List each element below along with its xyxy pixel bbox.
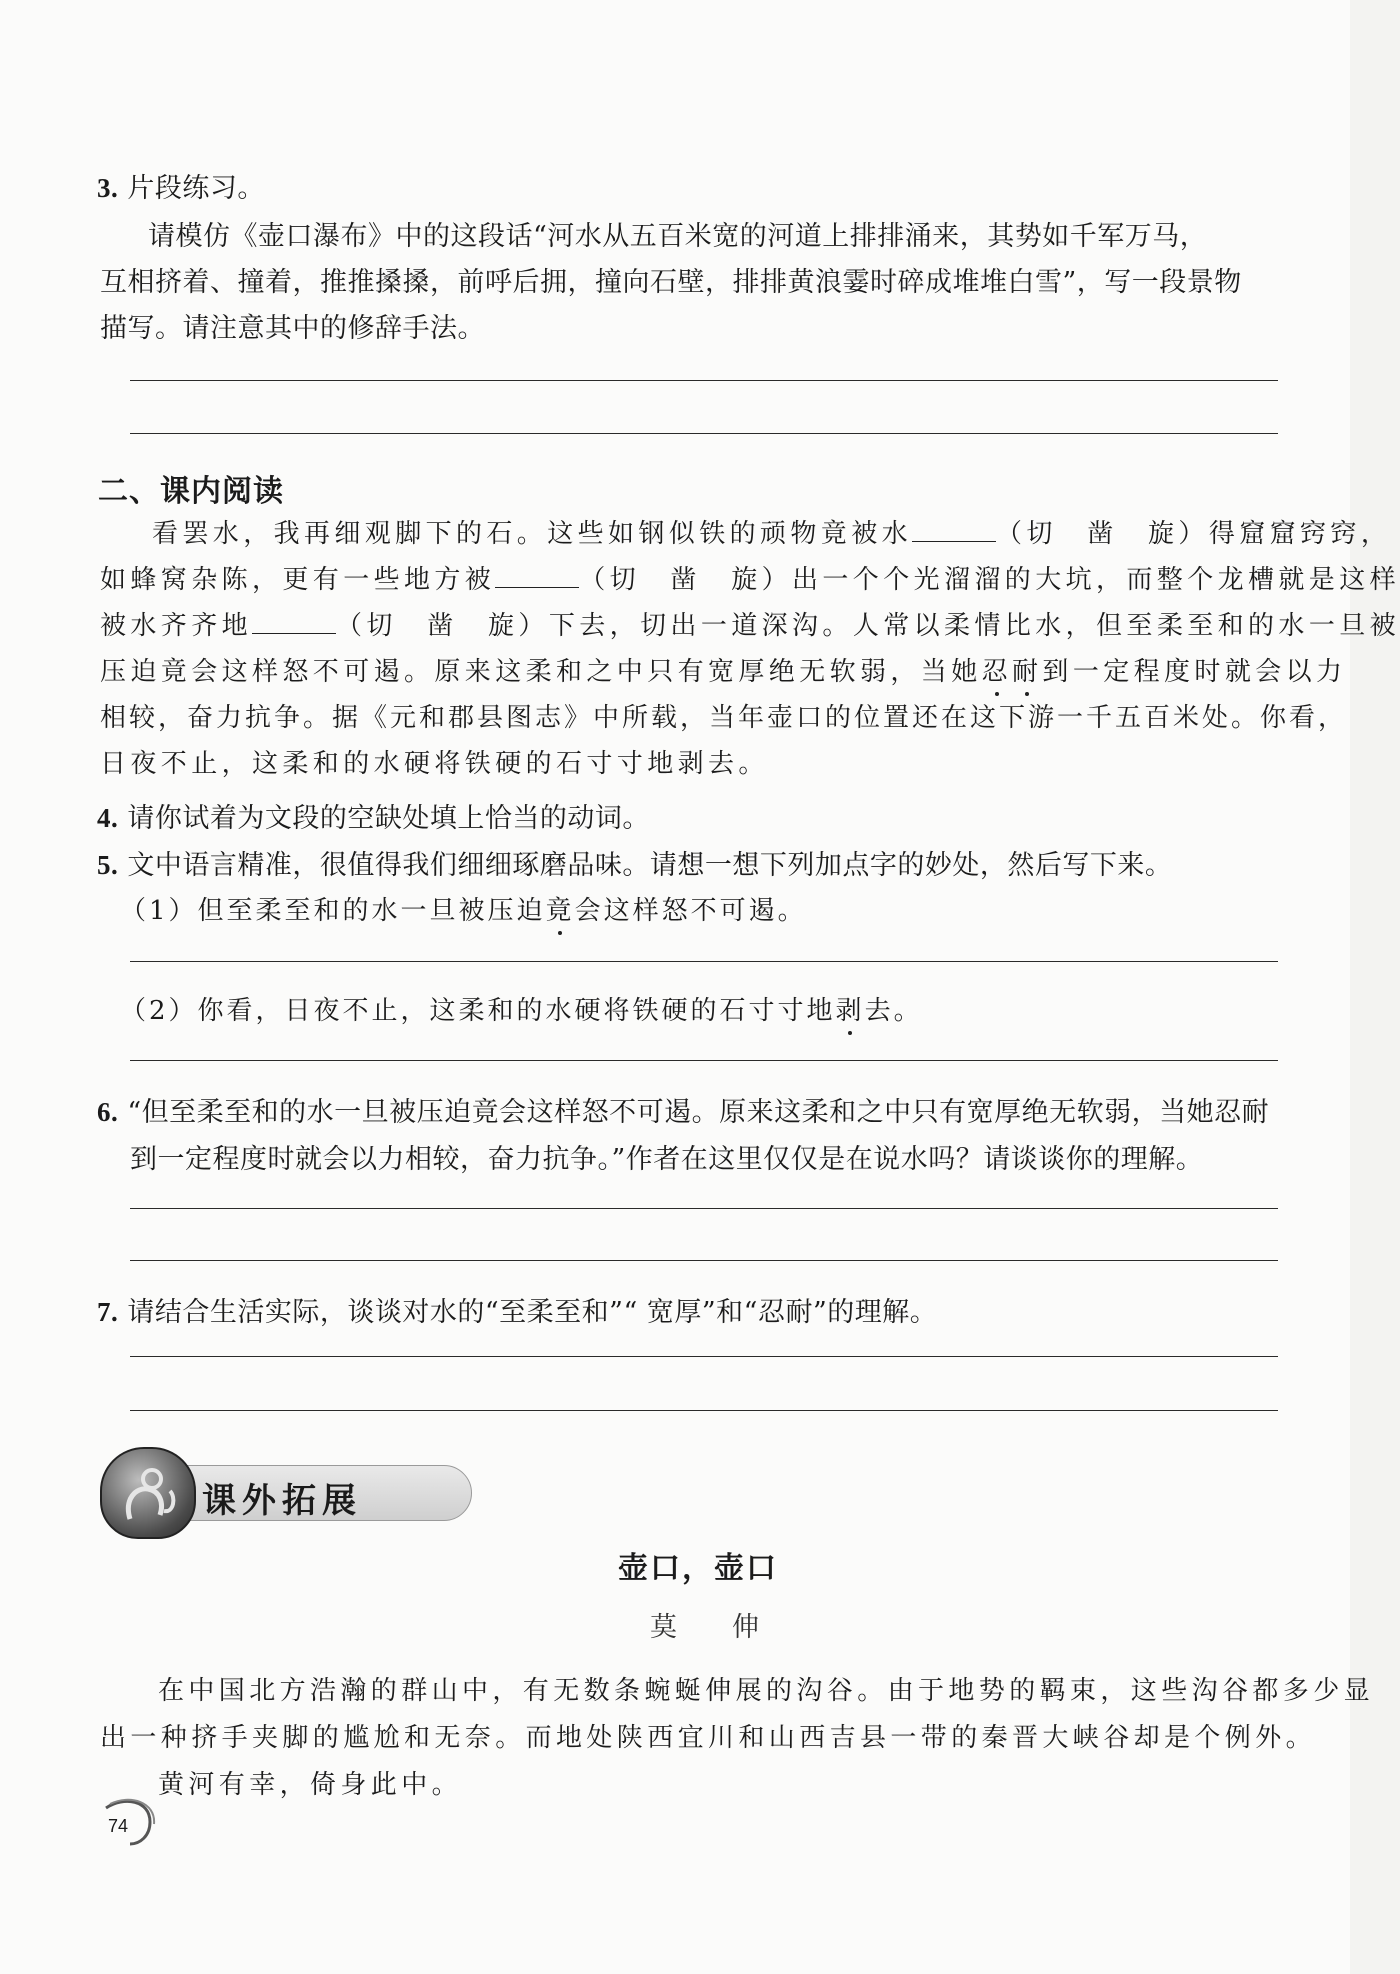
q5-sub-2 [120, 990, 923, 1027]
q6-number: 6. [97, 1097, 119, 1127]
answer-line[interactable] [130, 433, 1278, 434]
passage-text: （切 凿 旋）得窟窟窍窍， [996, 519, 1392, 549]
passage-line-3 [100, 605, 1400, 642]
q3-line-2: 互相挤着、撞着，推推搡搡，前呼后拥，撞向石壁，排排黄浪霎时碎成堆堆白雪”，写一段景物 [100, 267, 1242, 298]
extension-badge [100, 1447, 380, 1537]
passage-line-1 [152, 513, 1391, 550]
q5-sub-text: （1）但至柔至和的水一旦被压迫 [120, 896, 546, 926]
answer-line[interactable] [130, 1356, 1278, 1357]
q3-title: 片段练习。 [127, 173, 265, 204]
dotted-char: 剥 [835, 996, 865, 1026]
passage-line-2 [100, 559, 1400, 596]
section-title: 二、课内阅读 [98, 474, 284, 509]
article-author: 莫 伸 [650, 1612, 773, 1643]
q3-heading [97, 166, 265, 205]
page-number: 74 [108, 1816, 129, 1836]
fill-blank-3[interactable] [252, 611, 336, 634]
badge-label: 课外拓展 [202, 1481, 362, 1521]
passage-line-5: 相较，奋力抗争。据《元和郡县图志》中所载，当年壶口的位置还在这下游一千五百米处。你看， [100, 703, 1348, 733]
dotted-char: 忍 [981, 657, 1013, 687]
q5-number: 5. [97, 850, 119, 880]
passage-text: （切 凿 旋）下去，切出一道深沟。人常以柔情比水，但至柔至和的水一旦被 [336, 611, 1400, 641]
q5-text: 文中语言精准，很值得我们细细琢磨品味。请想一想下列加点字的妙处，然后写下来。 [127, 850, 1173, 881]
q5-sub-text: 去。 [864, 996, 923, 1026]
passage-text: 如蜂窝杂陈，更有一些地方被 [100, 565, 496, 595]
q6-line-2: 到一定程度时就会以力相较，奋力抗争。”作者在这里仅仅是在说水吗？请谈谈你的理解。 [130, 1144, 1204, 1175]
q5-sub-text: 会这样怒不可遏。 [574, 896, 807, 926]
q4-text: 请你试着为文段的空缺处填上恰当的动词。 [127, 803, 650, 834]
answer-line[interactable] [130, 1208, 1278, 1209]
q3-line-1: 请模仿《壶口瀑布》中的这段话“河水从五百米宽的河道上排排涌来，其势如千军万马， [148, 221, 1208, 252]
q7-text: 请结合生活实际，谈谈对水的“至柔至和”“ 宽厚”和“忍耐”的理解。 [127, 1297, 938, 1328]
article-title: 壶口，壶口 [618, 1551, 778, 1586]
passage-text: （切 凿 旋）出一个个光溜溜的大坑，而整个龙槽就是这样 [579, 565, 1400, 595]
fill-blank-1[interactable] [912, 519, 996, 542]
fill-blank-2[interactable] [495, 565, 579, 588]
q3-line-3: 描写。请注意其中的修辞手法。 [100, 313, 485, 344]
passage-line-6: 日夜不止，这柔和的水硬将铁硬的石寸寸地剥去。 [100, 749, 769, 779]
answer-line[interactable] [130, 1060, 1278, 1061]
answer-line[interactable] [130, 961, 1278, 962]
answer-line[interactable] [130, 380, 1278, 381]
q5-sub-1 [120, 890, 807, 927]
answer-line[interactable] [130, 1410, 1278, 1411]
q4-number: 4. [97, 803, 119, 833]
article-para-2: 黄河有幸，倚身此中。 [158, 1770, 463, 1800]
q5 [97, 843, 1172, 882]
q3-number: 3. [97, 173, 119, 203]
q7-number: 7. [97, 1297, 119, 1327]
q5-sub-text: （2）你看，日夜不止，这柔和的水硬将铁硬的石寸寸地 [120, 996, 836, 1026]
q6-line-1 [97, 1090, 1269, 1129]
dotted-char: 竟 [545, 896, 575, 926]
passage-line-4 [100, 651, 1346, 688]
answer-line[interactable] [130, 1260, 1278, 1261]
passage-text: 压迫竟会这样怒不可遏。原来这柔和之中只有宽厚绝无软弱，当她 [100, 657, 982, 687]
q6-text: “但至柔至和的水一旦被压迫竟会这样怒不可遏。原来这柔和之中只有宽厚绝无软弱，当她忍耐 [127, 1097, 1270, 1128]
passage-text: 到一定程度时就会以力 [1042, 657, 1347, 687]
q7 [97, 1290, 937, 1329]
passage-text: 看罢水，我再细观脚下的石。这些如钢似铁的顽物竟被水 [152, 519, 913, 549]
monkey-seal-icon [100, 1447, 196, 1539]
passage-text: 被水齐齐地 [100, 611, 253, 641]
q4 [97, 796, 650, 835]
article-para-1b: 出一种挤手夹脚的尴尬和无奈。而地处陕西宜川和山西吉县一带的秦晋大峡谷却是个例外。 [100, 1723, 1317, 1753]
article-para-1a: 在中国北方浩瀚的群山中，有无数条蜿蜒伸展的沟谷。由于地势的羁束，这些沟谷都多少显 [158, 1676, 1375, 1706]
dotted-char: 耐 [1012, 657, 1043, 687]
